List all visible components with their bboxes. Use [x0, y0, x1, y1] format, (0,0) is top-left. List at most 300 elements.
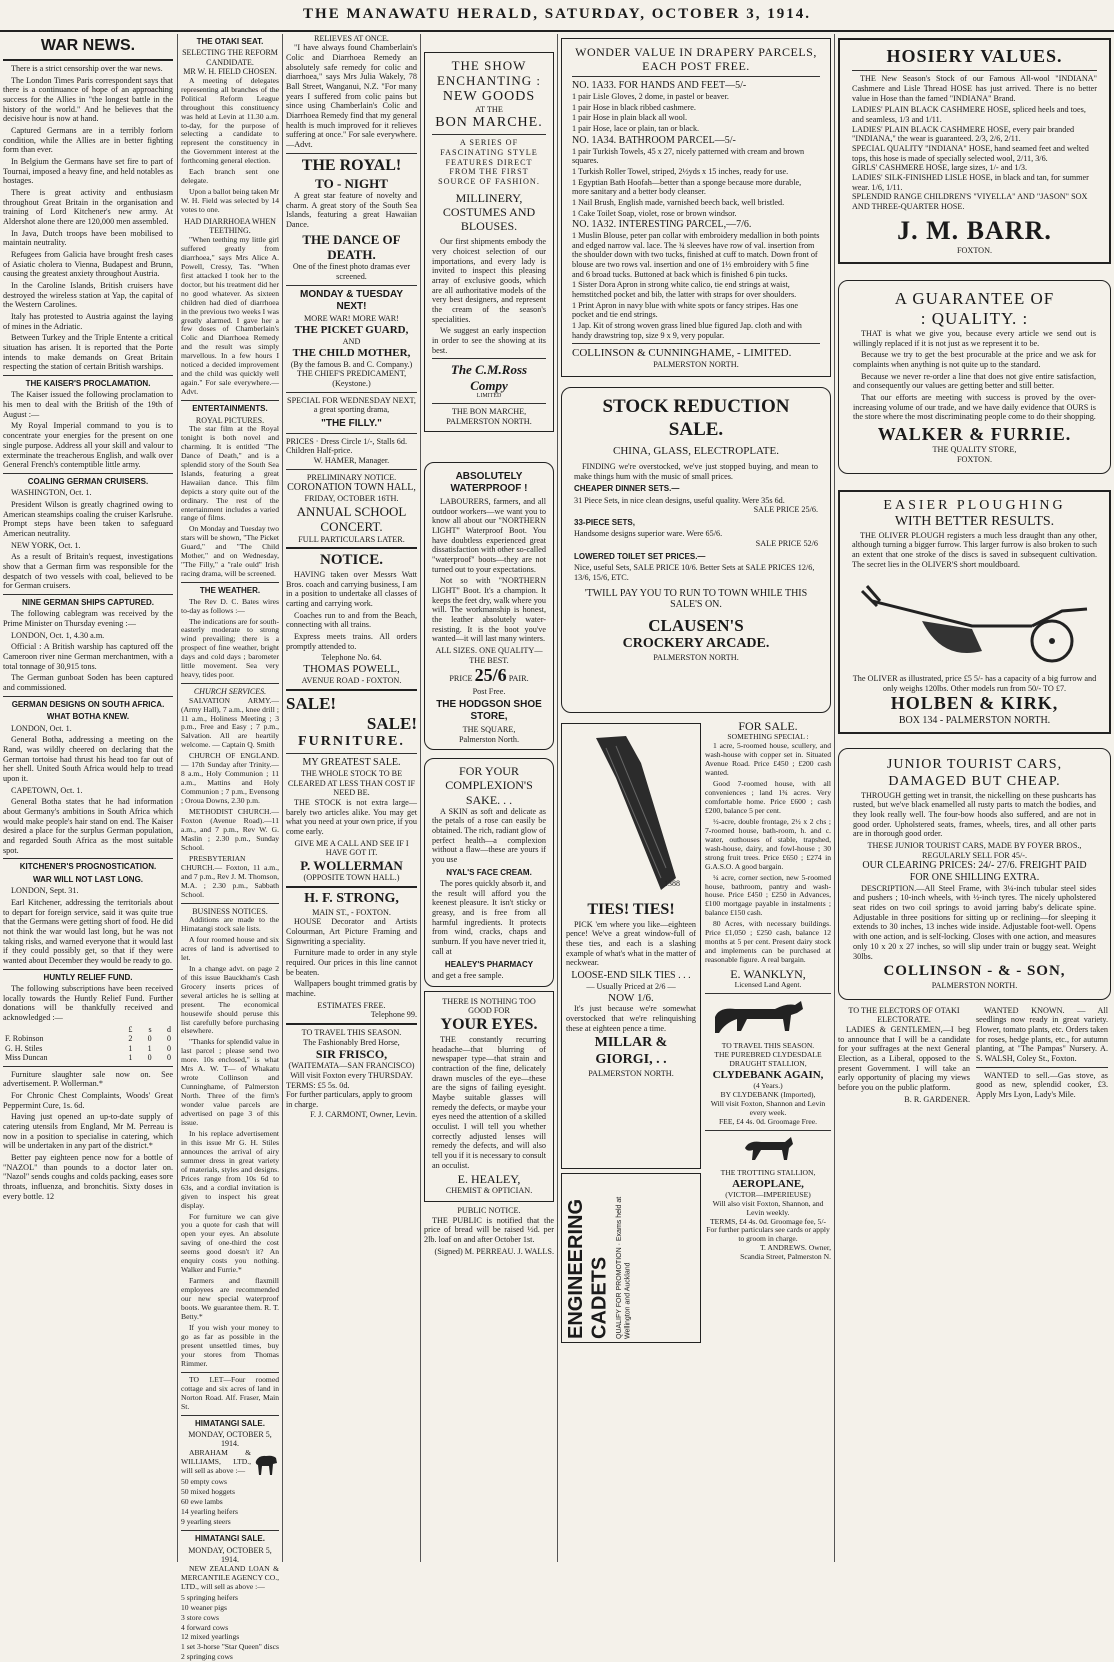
notice-address: AVENUE ROAD - FOXTON.: [301, 675, 402, 685]
nine-ships-paragraph: The German gunboat Soden has been captured and commissioned.: [3, 673, 173, 693]
sale-item: 12 mixed yearlings: [181, 1632, 240, 1642]
horse-owner: F. J. CARMONT, Owner, Levin.: [310, 1109, 417, 1119]
weather-paragraph: The Rev D. C. Bates wires to-day as follows :—: [181, 596, 279, 615]
hosiery-title: HOSIERY VALUES.: [886, 46, 1063, 66]
business-paragraph: Additions are made to the Himatangi stock sale lists.: [181, 915, 279, 933]
junior-text: THROUGH getting wet in transit, the nickelling on these pushcarts has rusted, but we've black enamelled all rusty parts to match the bodies, and they look really well. The four-bow hoods also suffered, and are not in good order. Upholstered seats, frames, wheels, tires, and all other parts are in thorough good order.: [853, 790, 1096, 839]
war-paragraph: Captured Germans are in a terribly forlorn condition, while the Allies are in better fighting form than ever.: [3, 125, 173, 155]
entertainments-body: [181, 425, 279, 579]
weather-paragraph: The indications are for south-easterly moderate to strong wind prevailing; there is a prospect of fine weather, bright days and cold days ; barometer little movement. Sea very heavy, tides poor.: [181, 616, 279, 680]
horse-name: SIR FRISCO,: [315, 1047, 388, 1062]
business-title: BUSINESS NOTICES.: [192, 906, 268, 916]
better-results: WITH BETTER RESULTS.: [894, 514, 1055, 530]
strong-telephone: Telephone 99.: [370, 1010, 417, 1020]
local-notes: [3, 1070, 173, 1202]
coronation-hall: CORONATION TOWN HALL,: [287, 482, 416, 494]
concert-date: FRIDAY, OCTOBER 16TH.: [304, 494, 399, 504]
parcel-item: 1 pair Hose in plain black all wool.: [572, 113, 688, 123]
parcel-item: 1 pair Lisle Gloves, 2 dome, in pastel or beaver.: [572, 92, 729, 102]
royal-wednesday: SPECIAL FOR WEDNESDAY NEXT, a great sporting drama,: [287, 395, 416, 415]
notice-paragraph: HAVING taken over Messrs Watt Bros. coach and carrying business, I am in a position to undertake all classes of carting and carrying work.: [286, 569, 417, 608]
trotting-title: THE TROTTING STALLION,: [720, 1167, 816, 1177]
local-note: Better pay eighteen pence now for a bottle of "NAZOL" than pounds to a doctor later on. "Nazol" sends coughs and colds packing, eases sore throats, influenza, and bronchitis. Sixty doses in every bottle. 12: [3, 1152, 173, 1201]
aeroplane-further: For further particulars see cards or apply to groom in charge.: [706, 1225, 830, 1244]
relief-row: [3, 1053, 173, 1062]
sale-item: 50 empty cows: [181, 1476, 227, 1486]
guarantee-quality: : QUALITY. :: [920, 309, 1029, 329]
notice-paragraph: Coaches run to and from the Beach, connecting with all trains.: [286, 610, 417, 630]
wanted-sell: WANTED to sell.—Gas stove, as good as new, splendid cooker, £3. Apply Mrs Lyon, Lady's Mile.: [976, 1070, 1108, 1099]
parcel-item: 1 Sister Dora Apron in strong white calico, tie end strings at waist, hemstitched pocket and bib, the latter with straps for over shoulders.: [572, 280, 797, 300]
south-africa-body: [3, 724, 173, 856]
p33-price: SALE PRICE 52/6: [755, 539, 818, 549]
boot-price: [432, 665, 546, 686]
relief-table-header: [3, 1025, 173, 1034]
clausen-town: PALMERSTON NORTH.: [653, 652, 739, 662]
price-label: PRICE: [449, 674, 473, 684]
china-glass: CHINA, GLASS, ELECTROPLATE.: [613, 444, 779, 457]
south-africa-paragraph: General Botha, addressing a meeting on the Rand, was wildly cheered on declaring that the German tortoise had thrust his head too far out of her shell. United South Africa would help to tread upon it.: [3, 735, 173, 784]
himatangi-sale-2-intro: NEW ZEALAND LOAN & MERCANTILE AGENCY CO., LTD., will sell as above :—: [181, 1563, 280, 1591]
coaling-title: COALING GERMAN CRUISERS.: [27, 476, 149, 486]
hosiery-line-6: SPLENDID RANGE CHILDREN'S "VIYELLA" AND "JASON" SOX AND THREE-QUARTER HOSE.: [852, 192, 1088, 211]
wollerman-address: (OPPOSITE TOWN HALL.): [303, 873, 400, 883]
parcel-2-title: NO. 1A34. BATHROOM PARCEL—5/-: [572, 134, 736, 146]
eyes-ad: [424, 991, 554, 1202]
clydebank-years: (4 Years.): [753, 1081, 783, 1090]
new-goods: NEW GOODS: [442, 88, 536, 104]
royal-note: One of the finest photo dramas ever screened.: [292, 262, 411, 282]
wonder-title: WONDER VALUE IN DRAPERY PARCELS, EACH POST FREE.: [575, 45, 817, 74]
notice-telephone: Telephone No. 64.: [321, 653, 382, 663]
local-note: Furniture slaughter sale now on. See advertisement. P. Wollerman.*: [3, 1069, 173, 1089]
sale-item: 1 set 3-horse "Star Queen" discs: [181, 1642, 279, 1652]
otaki-paragraph: A meeting of delegates representing all branches of the Political Reform League throughout this constituency was held at Levin at 11.30 a.m. to-day, for the purpose of selecting a candidate to represent the constituency in the Government interest at the forthcoming general election.: [181, 75, 279, 166]
property-listing: ¼ acre, corner section, new 5-roomed house, bathroom, pantry and wash-house. Price £450 ; £250 in Advances, £100 mortgage payable in instalments ; balance £150 cash.: [705, 872, 831, 918]
column-adverts-2: [421, 34, 557, 1562]
column-adverts-1: [283, 34, 420, 1562]
notice-body: [286, 570, 417, 651]
kitchener-body: [3, 886, 173, 965]
travel-2-subtitle: THE PUREBRED CLYDESDALE DRAUGHT STALLION,: [714, 1050, 822, 1069]
notice-title: NOTICE.: [320, 552, 383, 569]
wollerman-name: P. WOLLERMAN: [300, 858, 403, 874]
stock-text: THE STOCK is not extra large—barely two articles alike. You may get what you need at your own price, if you come early.: [286, 798, 417, 837]
public-notice-title: PUBLIC NOTICE.: [457, 1206, 521, 1216]
kaiser-body: [3, 390, 173, 469]
relief-col: [3, 1025, 115, 1034]
sale-item: 9 yearling steers: [181, 1516, 231, 1526]
business-paragraph: For furniture we can give you a quote for cash that will open your eyes. An absolute saving of one-third the cost seems good doesn't it? An enquiry costs you nothing. Walker and Furrie.*: [181, 1211, 279, 1275]
hodgson-town: Palmerston North.: [458, 734, 520, 744]
royal-filly: "THE FILLY.": [321, 417, 382, 429]
otaki-paragraph: Each branch sent one delegate.: [181, 167, 279, 186]
necktie-icon: [566, 728, 696, 898]
strong-name: H. F. STRONG,: [304, 891, 399, 907]
guarantee-title: A GUARANTEE OF: [894, 288, 1055, 308]
war-paragraph: Between Turkey and the Triple Entente a critical situation has arisen. It is reported that the Porte intends to make demands on Great Britain respecting the station of certain British warships.: [3, 333, 173, 372]
himatangi-sale-date: MONDAY, OCTOBER 5, 1914.: [188, 1429, 272, 1449]
royal-manager: W. HAMER, Manager.: [313, 456, 390, 466]
relief-cell: Miss Duncan: [5, 1053, 48, 1063]
royal-biograph: (By the famous B. and C. Company.): [290, 359, 413, 369]
royal-monday: MONDAY & TUESDAY NEXT!: [300, 288, 403, 312]
relieves-body: "I have always found Chamberlain's Colic and Diarrhoea Remedy an absolutely safe remedy for colic and diarrhoea," says Mrs Julia Wakely, 78 Ball Street, Wanganui, N.Z. "For many years I suffered from colic pains but since using Chamberlain's Colic and Diarrhoea Remedy find that my general health is much improved for it relieves suffering at once." For sale everywhere. —Advt.: [286, 43, 417, 150]
relief-col: s: [148, 1024, 152, 1034]
south-africa-title: GERMAN DESIGNS ON SOUTH AFRICA.: [11, 699, 165, 709]
war-news-title: WAR NEWS.: [40, 37, 136, 54]
ross-limited: LIMITED: [476, 392, 502, 399]
strong-wallpaper: Wallpapers bought trimmed gratis by machine.: [286, 979, 417, 998]
property-listing: 80 Acres, with necessary buildings. Price £1,050 ; £250 cash, balance 12 months at 5 per cent. Present dairy stock and implements can be purchased at reasonable figure. A real bargain.: [705, 919, 831, 965]
strong-furniture: Furniture made to order in any style required. Our prices in this line cannot be beaten.: [286, 948, 417, 977]
parcel-3-list: [572, 231, 820, 340]
church-title: CHURCH SERVICES.: [193, 687, 267, 697]
plough-icon: [852, 571, 1102, 671]
prelim-notice: PRELIMINARY NOTICE.: [306, 472, 397, 482]
junior-title: JUNIOR TOURIST CARS, DAMAGED BUT CHEAP.: [886, 757, 1063, 789]
south-africa-subtitle: WHAT BOTHA KNEW.: [46, 712, 130, 722]
weather-body: [181, 598, 279, 681]
column-adverts-4: [835, 34, 1114, 1562]
parcel-item: 1 pair Turkish Towels, 45 x 27, nicely patterned with cream and brown squares.: [572, 146, 805, 166]
complexion-text: A SKIN as soft and delicate as the petals of a rose can easily be obtained. The rich, radiant glow of perfect health—a complexion without a flaw—these are yours if you use: [432, 806, 546, 865]
ties-just: It's just because we're somewhat overstocked that we're relinquishing these at eighteen pence a time.: [566, 1004, 696, 1033]
hosiery-line-4: GIRLS' CASHMERE HOSE, large sizes, 1/- and 1/3.: [852, 163, 1028, 173]
coaling-paragraph: WASHINGTON, Oct. 1.: [11, 488, 92, 498]
church-paragraph: METHODIST CHURCH.—Foxton (Avenue Road).—11 a.m., and 7 p.m., Rev W. G. Maslin ; 2.30 p.m., Sunday School.: [181, 807, 279, 852]
himatangi-sale-2-title: HIMATANGI SALE.: [195, 1534, 265, 1544]
kaiser-paragraph: My Royal Imperial command to you is to concentrate your energies for the present on one single purpose. Address all your skill and valour to exterminate the treacherous English, and walk over General French's contemptible little army.: [3, 421, 173, 470]
royal-picket-guard: THE PICKET GUARD,: [294, 323, 409, 336]
church-body: [181, 697, 279, 900]
loose-end: LOOSE-END SILK TIES . . .: [571, 970, 691, 982]
horse-terms-2: For further particulars, apply to groom in charge.: [286, 1090, 413, 1110]
post-free: Post Free.: [472, 686, 506, 696]
series-text: A SERIES OF FASCINATING STYLE FEATURES DIRECT FROM THE FIRST SOURCE OF FASHION.: [438, 138, 540, 187]
cow-icon: [253, 1449, 279, 1479]
whole-stock: THE WHOLE STOCK TO BE CLEARED AT LESS THAN COST IF NEED BE.: [287, 769, 416, 798]
parcel-item: 1 Print Apron in navy blue with white spots or fancy stripes. Has one pocket and tie end strings.: [572, 300, 799, 320]
bon-palmerston: PALMERSTON NORTH.: [446, 416, 532, 426]
walker-furrie-town: FOXTON.: [956, 455, 993, 465]
horse-terms: TERMS: £5 5s. 0d.: [286, 1080, 350, 1090]
greatest-sale: MY GREATEST SALE.: [302, 757, 401, 769]
clydebank-name: CLYDEBANK AGAIN,: [712, 1069, 824, 1082]
business-body: [181, 916, 279, 1369]
relief-cell: 1: [128, 1053, 133, 1063]
strong-address: MAIN ST., - FOXTON.: [312, 907, 391, 917]
millar-town: PALMERSTON NORTH.: [588, 1068, 674, 1078]
trotting-horse-icon: [705, 1134, 829, 1166]
entertainment-paragraph: The star film at the Royal tonight is both novel and charming. It is entitled "The Dance of Death," and is a splendid story of the South Sea Islands, featuring a great Hawaiian dance. This film depicts a story quite out of the ordinary. The rest of the entertainment includes a varied range of films.: [181, 423, 279, 523]
bon-marche: BON MARCHE.: [435, 114, 543, 130]
business-paragraph: In a change advt. on page 2 of this issue Bauckham's Cash Grocery inserts prices of several articles he is selling at present. The economical housewife should peruse this list carefully before purchasing elsewhere.: [181, 963, 279, 1036]
strong-house: HOUSE Decorator and Artists Colourman, Art Picture Framing and Signwriting a speciality.: [286, 917, 417, 946]
royal-feature-film: THE DANCE OF DEATH.: [302, 231, 401, 263]
electors-signed: B. R. GARDENER.: [904, 1094, 970, 1104]
royal-tonight: TO - NIGHT: [315, 175, 388, 191]
nine-ships-title: NINE GERMAN SHIPS CAPTURED.: [21, 598, 154, 607]
horse-breeding: (WAITEMATA—SAN FRANCISCO): [288, 1061, 415, 1071]
parcel-1-title: NO. 1A33. FOR HANDS AND FEET—5/-: [572, 80, 747, 92]
relief-cell: 0: [147, 1034, 152, 1044]
collinson-son-town: PALMERSTON NORTH.: [931, 980, 1018, 990]
stock-title: STOCK REDUCTION SALE.: [602, 396, 790, 440]
relief-title: HUNTLY RELIEF FUND.: [43, 972, 133, 982]
kaiser-title: THE KAISER'S PROCLAMATION.: [25, 379, 151, 389]
aeroplane-terms: TERMS, £4 4s. 0d. Groomage fee, 5/-: [710, 1216, 826, 1226]
crockery-arcade: CROCKERY ARCADE.: [622, 636, 770, 652]
sale-word-2: SALE!: [366, 713, 417, 733]
business-paragraph: Farmers and flaxmill employees are recommended our new special waterproof boots. We guarantee them. R. T. Betty.*: [181, 1276, 279, 1321]
entertainment-paragraph: On Monday and Tuesday two stars will be shown, "The Picket Guard," and "The Child Mother," and on Wednesday, "The Filly," a "rale ould" Irish racing drama, will be screened.: [181, 524, 280, 579]
dinner-title: CHEAPER DINNER SETS.—: [574, 484, 680, 494]
royal-prices: PRICES · Dress Circle 1/-, Stalls 6d. Children Half-price.: [286, 436, 407, 456]
kitchener-title: KITCHENER'S PROGNOSTICATION.: [19, 862, 157, 872]
healey-role: CHEMIST & OPTICIAN.: [445, 1186, 533, 1196]
sale-item: 10 weaner pigs: [181, 1602, 227, 1612]
northern-light-text: Not so with "NORTHERN LIGHT" Boot. It's a champion. It keeps the feet dry, walk where you will. The workmanship is honest, the leather absolutely water-resisting. It is the boot you've wanted—it will last many winters.: [432, 576, 546, 644]
ties-title: TIES! TIES!: [587, 900, 675, 918]
war-paragraph: There is a strict censorship over the war news.: [11, 63, 163, 73]
sale-item: 5 springing heifers: [181, 1592, 238, 1602]
column-adverts-3: [558, 34, 834, 1562]
royal-child-mother: THE CHILD MOTHER,: [292, 346, 411, 359]
bon-marche-ad: [424, 52, 554, 432]
usually-priced: — Usually Priced at 2/6 —: [586, 981, 676, 991]
war-paragraph: The London Times Paris correspondent says that there is a continuance of hope of an approaching success for the Allies in "the longest battle in the history of the world." And he believes that the decisive hour is now at hand.: [3, 75, 173, 124]
relief-cell: 1: [147, 1043, 152, 1053]
relief-cell: 1: [128, 1043, 133, 1053]
relief-cell: 2: [128, 1034, 133, 1044]
millar-giorgi: MILLAR & GIORGI, . .: [594, 1035, 668, 1067]
royal-chief: THE CHIEF'S PREDICAMENT, (Keystone.): [296, 369, 407, 388]
relief-col: d: [167, 1024, 171, 1034]
aeroplane-name: AEROPLANE,: [732, 1177, 804, 1190]
aeroplane-owner: T. ANDREWS. Owner,: [759, 1243, 831, 1253]
weather-title: THE WEATHER.: [199, 586, 261, 596]
church-paragraph: CHURCH OF ENGLAND.— 17th Sunday after Trinity.—8 a.m., Holy Communion ; 11 a.m., Mattins and Holy Communion ; 7 p.m., Evensong ; Oroua Downs, 2.30 p.m.: [181, 751, 279, 806]
hosiery-ad: [838, 38, 1111, 264]
masthead: THE MANAWATU HERALD, SATURDAY, OCTOBER 3, 1914.: [0, 0, 1114, 32]
business-paragraph: "Thanks for splendid value in last parcel ; please send two more. 10s enclosed," is what Mrs A. W. T— of Whakatu wrote Collinson and Cunninghame, of Palmerston North. Three of the firm's wonder value parcels are advertised on page 3 of this issue.: [181, 1037, 279, 1127]
nine-ships-paragraph: Official : A British warship has captured off the Cameroon river nine German merchantmen, with a total tonnage of 30,915 tons.: [3, 642, 173, 671]
himatangi-sale-intro: ABRAHAM & WILLIAMS, LTD., will sell as above :—: [181, 1447, 251, 1475]
ties-ad: [561, 723, 701, 1169]
price-pair: PAIR.: [508, 674, 529, 684]
ross-logo: The C.M.Ross Compy: [450, 362, 528, 393]
furniture-title: FURNITURE.: [298, 733, 405, 749]
guarantee-ad: [838, 280, 1111, 474]
kitchener-paragraph: LONDON, Sept. 31.: [11, 886, 79, 896]
relief-row: [3, 1034, 173, 1043]
cadets-ad: [561, 1173, 701, 1343]
finding-text: FINDING we're overstocked, we've just stopped buying, and mean to make things hum with the music of small prices.: [574, 461, 818, 481]
notice-name: THOMAS POWELL,: [303, 662, 400, 675]
otaki-paragraph: Upon a ballot being taken Mr W. H. Field was selected by 14 votes to one.: [181, 187, 279, 215]
tourist-cars-ad: [838, 748, 1111, 999]
for-sale-subtitle: SOMETHING SPECIAL :: [727, 732, 809, 742]
south-africa-paragraph: General Botha states that he had information about Germany's ambitions in South Africa which would make people's hair stand on end. The Kaiser desired a place for the surplus German population, and regarded South Africa as the most suitable spot.: [3, 797, 173, 855]
public-notice-text: THE PUBLIC is notified that the price of bread will be raised ½d. per 2lb. loaf on and after October 1st.: [424, 1215, 554, 1245]
relief-col: £: [128, 1024, 133, 1034]
p33-title: 33-PIECE SETS,: [574, 518, 635, 528]
nine-ships-paragraph: The following cablegram was received by the Prime Minister on Thursday evening :—: [3, 609, 173, 629]
eyes-text: THE constantly recurring headache—that blurring of newspaper type—that strain and contraction of the fine, delicately drawn muscles of the eye—these are the signs of failing eyesight. Maybe suitable glasses will remedy the defects, or maybe your eyes need the attention of a skilled occulist. I will tell you whether correctly adjusted lenses will remedy the defects, and will also tell you if it is necessary to consult an occulist.: [432, 1034, 546, 1170]
local-note: Having just opened an up-to-date supply of catering utensils from England, Mr M. Perreau is now in a position to specialise in catering, which will be undertaken in any part of the district.*: [3, 1112, 173, 1151]
himatangi-sale-list: [181, 1478, 251, 1527]
parcel-item: 1 Nail Brush, English made, varnished beech back, well bristled.: [572, 197, 785, 207]
war-paragraph: Italy has protested to Austria against the laying of mines in the Adriatic.: [3, 312, 173, 331]
give-call: GIVE ME A CALL AND SEE IF I HAVE GOT IT.: [294, 838, 409, 858]
clydebank-fee: FEE, £4 4s. 0d. Groomage Free.: [718, 1116, 818, 1126]
clydebank-visit: Will visit Foxton, Shannon and Levin every week.: [710, 1098, 826, 1117]
cadets-small-print: QUALIFY FOR PROMOTION · Exams held at Wellington and Auckland: [616, 1196, 632, 1340]
clydebank-by: BY CLYDEBANK (Imported),: [720, 1089, 816, 1099]
relief-cell: 0: [167, 1043, 171, 1053]
wanklyn-name: E. WANKLYN,: [730, 967, 806, 982]
property-listing: ½-acre, double frontage, 2½ x 2 chs ; 7-roomed house, bath-room, h. and c. water, outhouses of stable, trapshed, wash-house, dairy, and fowl-house ; 30 strong fruit trees. Price £650 ; £274 in G.A.S.O. A good bargain.: [705, 816, 831, 871]
coaling-paragraph: As a result of Britain's request, investigations show that a German firm was responsible for the despatch of two vessels with coal, believed to be for German cruisers.: [3, 552, 173, 591]
coaling-body: [3, 488, 173, 591]
royal-description: A great star feature of novelty and charm. A great story of the South Sea Islands, featuring a great Hawaiian Dance.: [286, 191, 417, 230]
otaki-subtitle-2: MR W. H. FIELD CHOSEN.: [183, 67, 277, 77]
himatangi-sale-2-date: MONDAY, OCTOBER 5, 1914.: [188, 1545, 272, 1565]
eyes-title: YOUR EYES.: [440, 1015, 538, 1033]
local-note: For Chronic Chest Complaints, Woods' Great Peppermint Cure, 1s. 6d.: [3, 1090, 173, 1110]
entertainments-title: ENTERTAINMENTS.: [192, 404, 268, 414]
eyes-pre: THERE IS NOTHING TOO GOOD FOR: [442, 996, 536, 1016]
relief-cell: 0: [167, 1034, 171, 1044]
at-the: AT THE: [475, 105, 503, 115]
travel-title: TO TRAVEL THIS SEASON.: [301, 1027, 402, 1037]
wanted-known: WANTED KNOWN. — All seedlings now ready in great variety. Flower, tomato plants, etc. Orders taken for roses, hedge plants, etc., for autumn planting, at "The Pampas" Nursery. A. S. WALSH, Coley St., Foxton.: [976, 1005, 1108, 1063]
property-listing: Good 7-roomed house, with all conveniences ; land 1¾ acres. Very comfortable home. Price £600 ; cash £200, balance 5 per cent.: [705, 779, 831, 815]
collinson-town: PALMERSTON NORTH.: [653, 360, 739, 370]
notice-paragraph: Express meets trains. All orders promptly attended to.: [286, 631, 417, 651]
relief-row: [3, 1044, 173, 1053]
royal-pictures-title: ROYAL PICTURES.: [195, 415, 265, 425]
p33-line: Handsome designs superior ware. Were 65/6.: [574, 529, 723, 539]
business-paragraph: In his replace advertisement in this issue Mr G. H. Stiles announces the arrival of airy summer dress in great variety of materials, styles and designs. Prices range from 10s 6d to 63s, and a cordial invitation is given to inspect his great display.: [181, 1128, 279, 1210]
labourers-text: LABOURERS, farmers, and all outdoor workers—we want you to know all about our "NORTHERN LIGHT" Waterproof Boot. You have doubtless experienced great dissatisfaction with other so-called "waterproof" boots—they are not turned out to your expectations.: [432, 496, 546, 574]
aeroplane-address: Scandia Street, Palmerston N.: [740, 1252, 831, 1262]
kitchener-subtitle: WAR WILL NOT LAST LONG.: [32, 874, 144, 884]
junior-description: DESCRIPTION.—All Steel Frame, with 3¼-inch tubular steel sides and pushers ; 10-inch wheels, with ½-inch tyres. The nicely upholstered seat rides on two coil springs to avoid jarring baby's delicate spine. Adjustable in three positions for sitting up or reclining—for sleeping it extends to 30 inches, 13 inches wide inside. Adjustable foot-well. Opens with one action, and is self-locking. Closes with one action, and measures only 10 x 20 x 27 inches, so will slip under train or buggy seat. Weight 30lbs.: [853, 883, 1096, 961]
aeroplane-visit: Will also visit Foxton, Shannon, and Levin weekly.: [712, 1198, 824, 1217]
hodgson-name: THE HODGSON SHOE STORE,: [436, 699, 542, 723]
now-price: NOW 1/6.: [608, 991, 654, 1004]
healey-pharmacy: HEALEY'S PHARMACY: [444, 959, 534, 969]
stock-sale-ad: [561, 387, 831, 713]
relief-cell: F. Robinson: [5, 1034, 44, 1044]
otaki-body: [181, 77, 279, 215]
sale-item: 60 ewe lambs: [181, 1496, 223, 1506]
parcel-item: 1 pair Hose, lace or plain, tan or black.: [572, 124, 700, 134]
collinson-name: COLLINSON & CUNNINGHAME, - LIMITED.: [572, 347, 792, 360]
toilet-line: Nice, useful Sets, SALE PRICE 10/6. Better Sets at SALE PRICES 12/6, 13/6, 15/6, ETC.: [574, 563, 815, 582]
travel-2-title: TO TRAVEL THIS SEASON.: [721, 1041, 815, 1051]
show-enchanting: THE SHOW ENCHANTING :: [436, 58, 542, 89]
himatangi-sale-2-list: [181, 1594, 279, 1662]
royal-more-war: MORE WAR! MORE WAR!: [304, 314, 399, 324]
easier-ploughing: EASIER PLOUGHING: [883, 497, 1066, 513]
business-paragraph: If you wish your money to go as far as possible in the present unsettled times, buy your stores from Thomas Rimmer.: [181, 1322, 279, 1368]
barr-name: J. M. BARR.: [897, 215, 1052, 245]
bon-marche-2: THE BON MARCHE,: [451, 406, 527, 416]
plough-text: THE OLIVER PLOUGH registers a much less draught than any other, although turning a bigger furrow. This larger furrow is also broken to such an extent that one stroke of the discs is saved in subsequent cultivation. The secret lies in the OLIVER'S short mouldboard.: [852, 530, 1097, 569]
healey-name: E. HEALEY,: [457, 1172, 521, 1187]
for-sale-title: FOR SALE.: [738, 719, 798, 734]
sale-item: 50 mixed hoggets: [181, 1486, 235, 1496]
church-paragraph: SALVATION ARMY.—(Army Hall), 7 a.m., knee drill ; 11 a.m., Holiness Meeting ; 3 p.m., Free and Easy ; 7 p.m., Salvation. All are heartily welcome. — Captain Q. Smith: [181, 695, 279, 750]
sale-item: 2 springing cows: [181, 1652, 233, 1662]
horse-visit: Will visit Foxton every THURSDAY.: [290, 1071, 413, 1081]
hosiery-line-5: LADIES' SILK-FINISHED LISLE HOSE, in black and tan, for summer wear. 1/6, 1/11.: [852, 172, 1089, 192]
royal-title: THE ROYAL!: [301, 156, 402, 174]
hosiery-line-3: SPECIAL QUALITY "INDIANA" HOSE, hand seamed feet and welted tops, this hose is made of specially selected wool, 2/11, 3/6.: [852, 143, 1089, 163]
himatangi-sale-title: HIMATANGI SALE.: [195, 1418, 265, 1428]
walker-furrie: WALKER & FURRIE.: [877, 424, 1072, 445]
coaling-paragraph: NEW YORK, Oct. 1.: [11, 540, 81, 550]
walker-furrie-sub: THE QUALITY STORE,: [932, 445, 1017, 455]
column-local-news: [178, 34, 282, 1662]
nyal-cream: NYAL'S FACE CREAM.: [446, 867, 532, 877]
relieves-title: RELIEVES AT ONCE.: [314, 34, 389, 43]
horse-icon: [705, 997, 829, 1039]
electors-title: TO THE ELECTORS OF OTAKI ELECTORATE.: [848, 1005, 960, 1025]
parcel-item: 1 Muslin Blouse, peter pan collar with embroidery medallion in both points and edged narrow val. lace. The ¾ sleeves have row of val. insertion from the shoulder down with two tucks, finished at cuff to match. Down front of blouse are two rows val. insertion and one of 1½ embroidery with 5 fine and 6 broad tucks. Buttoned at back which is finished 6 pin tucks.: [572, 231, 820, 279]
diarrhoea-body: "When teething my little girl suffered greatly from diarrhoea," says Mrs Alice A. Powell, Cressy, Tas. "When first attacked I took her to the doctor, but his treatment did her no good whatever. As sixteen children had died of diarrhoea in the previous two weeks I was greatly alarmed. I gave her a few doses of Chamberlain's Colic and Diarrhoea Remedy and the result was simply marvellous. In a few hours I noticed a decided improvement and the child was quickly well again." For sale everywhere.—Advt.: [181, 234, 279, 397]
parcel-item: 1 Turkish Roller Towel, striped, 2½yds x 15 inches, ready for use.: [572, 166, 789, 176]
otaki-title: THE OTAKI SEAT.: [196, 37, 264, 46]
wanklyn-role: Licensed Land Agent.: [734, 980, 802, 990]
price-value: 25/6: [474, 665, 507, 686]
parcel-1-list: [572, 92, 820, 134]
south-africa-paragraph: LONDON, Oct. 1.: [11, 723, 72, 733]
war-paragraph: In the Caroline Islands, British cruisers have destroyed the wireless station at Yap, the capital of the Western Carolines.: [3, 280, 173, 310]
free-sample: and get a free sample.: [432, 970, 504, 980]
business-paragraph: A four roomed house and six acres of land is advertised to let.: [181, 934, 279, 962]
parcel-item: 1 pair Hose in black ribbed cashmere.: [572, 102, 696, 112]
cadets-title: ENGINEERING CADETS: [565, 1199, 611, 1340]
concert-full: FULL PARTICULARS LATER.: [298, 534, 405, 544]
relief-cell: G. H. Stiles: [5, 1043, 43, 1053]
war-paragraph: In Java, Dutch troops have been mobilised to maintain neutrality.: [3, 228, 173, 248]
war-paragraph: In Belgium the Germans have set fire to part of Tournai, imposed a heavy fine, and held notables as hostages.: [3, 156, 173, 186]
guarantee-text-4: That our efforts are meeting with success is proved by the over-increasing volume of our trade, and we have daily evidence that OURS is the store where the most discriminating people come to do their shopping.: [853, 393, 1096, 422]
war-paragraph: There is great activity and enthusiasm throughout Great Britain in the organisation and training of Lord Kitchener's new army. At Aldershot alone there are 120,000 men assembled.: [3, 187, 173, 226]
drapery-ad: [561, 38, 831, 377]
clausen-name: CLAUSEN'S: [648, 616, 744, 636]
sale-item: 14 yearling heifers: [181, 1506, 238, 1516]
coaling-paragraph: President Wilson is greatly chagrined owing to American steamships coaling the cruiser Karlsruhe. Prompt steps have been taken to safeguard American neutrality.: [3, 499, 173, 538]
parcel-3-title: NO. 1A32. INTERESTING PARCEL,—7/6.: [572, 219, 752, 231]
holben-kirk: HOLBEN & KIRK,: [890, 693, 1059, 714]
plough-ad: [838, 490, 1111, 735]
royal-and: AND: [342, 336, 361, 346]
junior-clearing: OUR CLEARING PRICES: 24/- 27/6. FREIGHT PAID FOR ONE SHILLING EXTRA.: [862, 860, 1087, 883]
column-war-news: [0, 34, 176, 1562]
shipment-text: Our first shipments embody the very choicest selection of our importations, and every lady is invited to inspect this pleasing array of exclusive goods, which are all authoritative models of the very best designers, and represent the cream of the season's specialities.: [432, 237, 546, 324]
war-news-body: [3, 64, 173, 372]
ties-text: PICK 'em where you like—eighteen pence! We've a great window-full of these ties, and each is a slashing example of what's what in the matter of neckwear.: [566, 919, 696, 968]
kitchener-paragraph: Earl Kitchener, addressing the territorials about to depart for foreign service, said it was quite true that the Germans were getting short of food. He did not think the war would last long, but he was not taking risks, and warned everyone that it would last if they could possibly get, so that if they were wanted about December they would be ready to go.: [3, 897, 173, 965]
otaki-subtitle: SELECTING THE REFORM CANDIDATE.: [182, 48, 278, 67]
travel-subtitle: The Fashionably Bred Horse,: [303, 1037, 400, 1047]
tie-mark: 1388: [664, 879, 680, 889]
